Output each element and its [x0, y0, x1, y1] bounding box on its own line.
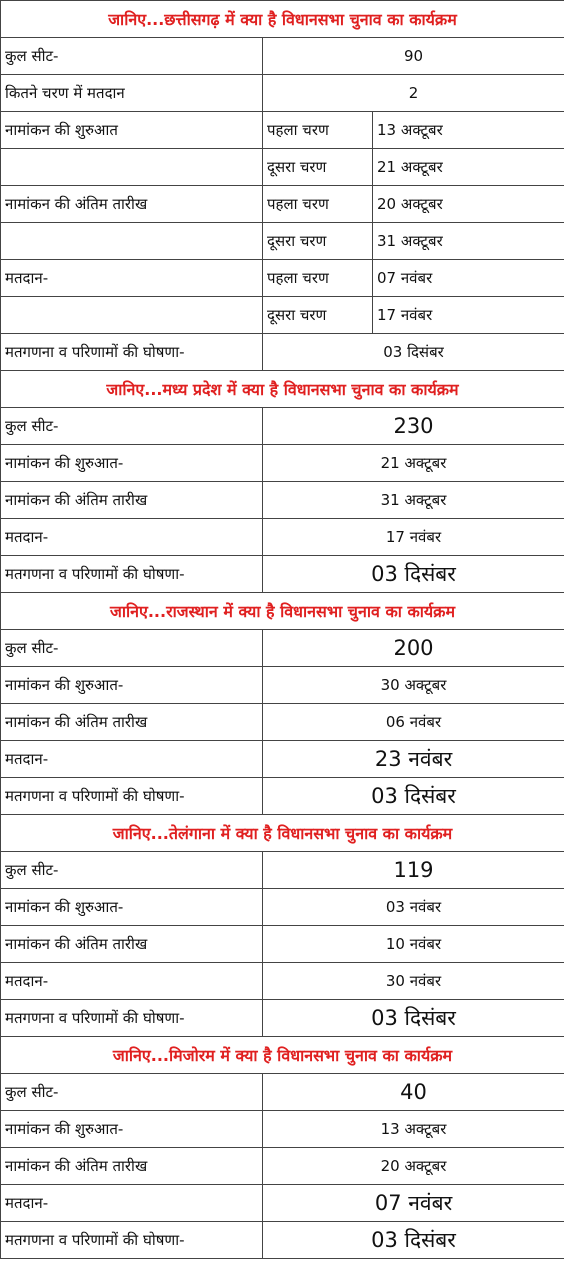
- date-value: 21 अक्टूबर: [373, 149, 564, 186]
- row-label: नामांकन की शुरुआत: [1, 112, 263, 149]
- date-value: 13 अक्टूबर: [263, 1111, 564, 1148]
- row-label-empty: [1, 223, 263, 260]
- row-label: नामांकन की शुरुआत-: [1, 445, 263, 482]
- phase-label: पहला चरण: [263, 112, 373, 149]
- table-row: [1, 112, 564, 149]
- phase-label: पहला चरण: [263, 260, 373, 297]
- table-row: [1, 223, 564, 260]
- row-label: कुल सीट-: [1, 408, 263, 445]
- count-value: 03 दिसंबर: [263, 1000, 564, 1037]
- row-label: मतगणना व परिणामों की घोषणा-: [1, 778, 263, 815]
- row-label-empty: [1, 149, 263, 186]
- date-value: 31 अक्टूबर: [373, 223, 564, 260]
- row-label-empty: [1, 297, 263, 334]
- section-title: जानिए...मिजोरम में क्या है विधानसभा चुनाव का कार्यक्रम: [1, 1037, 564, 1074]
- seats-value: 90: [263, 38, 564, 75]
- row-label: कितने चरण में मतदान: [1, 75, 263, 112]
- date-value: 03 नवंबर: [263, 889, 564, 926]
- row-label: कुल सीट-: [1, 630, 263, 667]
- table-row: [1, 334, 564, 371]
- count-value: 03 दिसंबर: [263, 556, 564, 593]
- table-row: [1, 445, 564, 482]
- table-row: [1, 741, 564, 778]
- date-value: 13 अक्टूबर: [373, 112, 564, 149]
- table-row: [1, 1148, 564, 1185]
- date-value: 31 अक्टूबर: [263, 482, 564, 519]
- phase-label: दूसरा चरण: [263, 149, 373, 186]
- date-value: 30 नवंबर: [263, 963, 564, 1000]
- seats-value: 230: [263, 408, 564, 445]
- table-row: [1, 75, 564, 112]
- table-row: [1, 149, 564, 186]
- row-label: मतगणना व परिणामों की घोषणा-: [1, 556, 263, 593]
- table-row: [1, 556, 564, 593]
- phases-value: 2: [263, 75, 564, 112]
- date-value: 07 नवंबर: [263, 1185, 564, 1222]
- section-title: जानिए...राजस्थान में क्या है विधानसभा चुनाव का कार्यक्रम: [1, 593, 564, 630]
- row-label: मतदान-: [1, 963, 263, 1000]
- table-row: [1, 1000, 564, 1037]
- row-label: नामांकन की अंतिम तारीख: [1, 926, 263, 963]
- row-label: कुल सीट-: [1, 38, 263, 75]
- row-label: मतगणना व परिणामों की घोषणा-: [1, 1222, 263, 1259]
- row-label: कुल सीट-: [1, 1074, 263, 1111]
- date-value: 10 नवंबर: [263, 926, 564, 963]
- section-title: जानिए...छत्तीसगढ़ में क्या है विधानसभा चुनाव का कार्यक्रम: [1, 1, 564, 38]
- table-row: [1, 482, 564, 519]
- row-label: मतदान-: [1, 519, 263, 556]
- table-row: [1, 1222, 564, 1259]
- row-label: नामांकन की अंतिम तारीख: [1, 482, 263, 519]
- row-label: मतगणना व परिणामों की घोषणा-: [1, 1000, 263, 1037]
- date-value: 06 नवंबर: [263, 704, 564, 741]
- section-title: जानिए...तेलंगाना में क्या है विधानसभा चुनाव का कार्यक्रम: [1, 815, 564, 852]
- table-row: [1, 963, 564, 1000]
- count-value: 03 दिसंबर: [263, 1222, 564, 1259]
- row-label: मतदान-: [1, 741, 263, 778]
- phase-label: पहला चरण: [263, 186, 373, 223]
- row-label: कुल सीट-: [1, 852, 263, 889]
- table-row: [1, 926, 564, 963]
- table-row: [1, 260, 564, 297]
- date-value: 30 अक्टूबर: [263, 667, 564, 704]
- seats-value: 200: [263, 630, 564, 667]
- row-label: नामांकन की अंतिम तारीख: [1, 186, 263, 223]
- table-row: [1, 38, 564, 75]
- date-value: 21 अक्टूबर: [263, 445, 564, 482]
- row-label: मतदान-: [1, 1185, 263, 1222]
- section-heading-chhattisgarh: [1, 1, 564, 38]
- seats-value: 40: [263, 1074, 564, 1111]
- row-label: नामांकन की शुरुआत-: [1, 889, 263, 926]
- row-label: मतदान-: [1, 260, 263, 297]
- section-heading-rajasthan: [1, 593, 564, 630]
- table-row: [1, 519, 564, 556]
- count-value: 03 दिसंबर: [263, 334, 564, 371]
- row-label: नामांकन की शुरुआत-: [1, 1111, 263, 1148]
- section-title: जानिए...मध्य प्रदेश में क्या है विधानसभा चुनाव का कार्यक्रम: [1, 371, 564, 408]
- date-value: 23 नवंबर: [263, 741, 564, 778]
- table-row: [1, 778, 564, 815]
- table-row: [1, 1185, 564, 1222]
- seats-value: 119: [263, 852, 564, 889]
- date-value: 17 नवंबर: [263, 519, 564, 556]
- row-label: मतगणना व परिणामों की घोषणा-: [1, 334, 263, 371]
- table-row: [1, 889, 564, 926]
- row-label: नामांकन की अंतिम तारीख: [1, 704, 263, 741]
- table-row: [1, 1111, 564, 1148]
- date-value: 20 अक्टूबर: [373, 186, 564, 223]
- table-row: [1, 1074, 564, 1111]
- table-row: [1, 630, 564, 667]
- table-row: [1, 704, 564, 741]
- table-row: [1, 852, 564, 889]
- table-row: [1, 408, 564, 445]
- date-value: 20 अक्टूबर: [263, 1148, 564, 1185]
- section-heading-madhya-pradesh: [1, 371, 564, 408]
- table-row: [1, 186, 564, 223]
- row-label: नामांकन की शुरुआत-: [1, 667, 263, 704]
- table-row: [1, 667, 564, 704]
- section-heading-mizoram: [1, 1037, 564, 1074]
- table-row: [1, 297, 564, 334]
- phase-label: दूसरा चरण: [263, 223, 373, 260]
- phase-label: दूसरा चरण: [263, 297, 373, 334]
- date-value: 07 नवंबर: [373, 260, 564, 297]
- row-label: नामांकन की अंतिम तारीख: [1, 1148, 263, 1185]
- section-heading-telangana: [1, 815, 564, 852]
- count-value: 03 दिसंबर: [263, 778, 564, 815]
- date-value: 17 नवंबर: [373, 297, 564, 334]
